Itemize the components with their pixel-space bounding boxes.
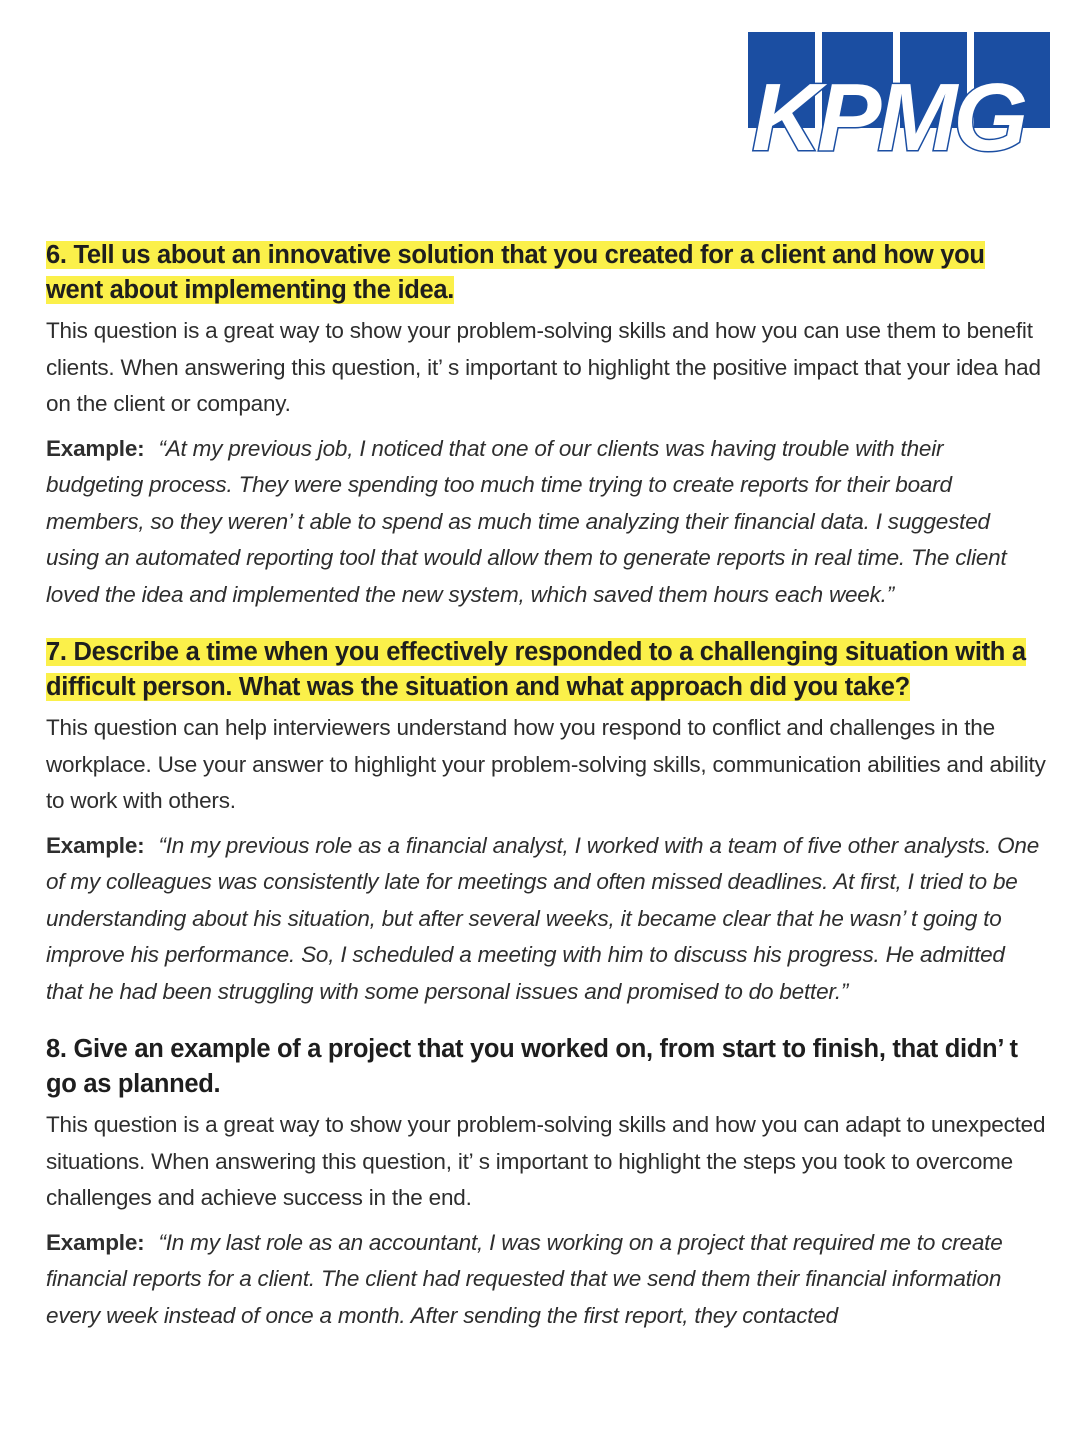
- question-heading: [46, 635, 1046, 704]
- question-heading: [46, 1032, 1046, 1101]
- question-section-8: [46, 1032, 1046, 1334]
- example-label: Example:: [46, 435, 145, 461]
- question-text: 7. Describe a time when you effectively responded to a challenging situation with a difficult person. What was the situation and what approach did you take?: [46, 638, 1026, 701]
- example-text: “In my last role as an accountant, I was working on a project that required me to create financial reports for a client. The client had requested that we send them their financial information every week instead of once a month. After sending the first report, they contacted: [46, 1229, 1003, 1328]
- example-text: “At my previous job, I noticed that one of our clients was having trouble with their budgeting process. They were spending too much time trying to create reports for their board members, so they weren’ t able to spend as much time analyzing their financial data. I suggested using an automated reporting tool that would allow them to generate reports in real time. The client loved the idea and implemented the new system, which saved them hours each week.”: [46, 435, 1007, 607]
- example-label: Example:: [46, 1229, 145, 1255]
- question-section-7: [46, 635, 1046, 1010]
- example-paragraph: [46, 1225, 1046, 1335]
- kpmg-logo: [728, 30, 1052, 158]
- question-heading: [46, 238, 1046, 307]
- example-label: Example:: [46, 832, 145, 858]
- question-description: This question can help interviewers understand how you respond to conflict and challenges in the workplace. Use your answer to highlight your problem-solving skills, communication abilities and ability to work with others.: [46, 715, 1046, 813]
- example-paragraph: [46, 828, 1046, 1011]
- question-text: 6. Tell us about an innovative solution that you created for a client and how you went about implementing the idea.: [46, 241, 985, 304]
- example-paragraph: [46, 431, 1046, 614]
- question-section-6: [46, 238, 1046, 613]
- question-description: This question is a great way to show your problem-solving skills and how you can use them to benefit clients. When answering this question, it’ s important to highlight the positive impact that your idea had on the client or company.: [46, 318, 1041, 416]
- example-text: “In my previous role as a financial analyst, I worked with a team of five other analysts. One of my colleagues was consistently late for meetings and often missed deadlines. At first, I tried to be understanding about his situation, but after several weeks, it became clear that he wasn’ t going to improve his performance. So, I scheduled a meeting with him to discuss his progress. He admitted that he had been struggling with some personal issues and promised to do better.”: [46, 832, 1040, 1004]
- question-text: 8. Give an example of a project that you worked on, from start to finish, that didn’ t go as planned.: [46, 1035, 1018, 1098]
- document-body: [46, 238, 1046, 1356]
- question-description: This question is a great way to show your problem-solving skills and how you can adapt to unexpected situations. When answering this question, it’ s important to highlight the steps you took to overcome challenges and achieve success in the end.: [46, 1112, 1046, 1210]
- kpmg-logo-text: KPMG: [752, 64, 1024, 158]
